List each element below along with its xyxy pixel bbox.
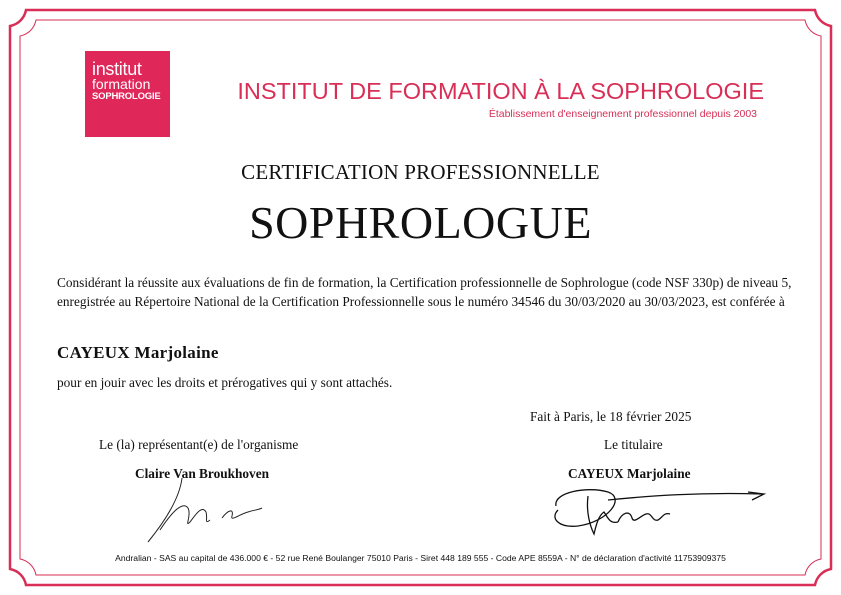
place-date: Fait à Paris, le 18 février 2025: [530, 409, 692, 424]
certificate-body: Considérant la réussite aux évaluations de fin de formation, la Certification professionnelle de Sophrologue (code NSF 330p) de niveau 5, enregistrée au Répertoire National de la Certification Professionnelle sous le numéro 34546 du 30/03/2020 au 30/03/2023, est conférée à: [57, 275, 792, 309]
institute-name: INSTITUT DE FORMATION À LA SOPHROLOGIE: [237, 78, 764, 104]
representative-signature: [140, 470, 270, 550]
holder-signature: [548, 482, 778, 542]
representative-name: Claire Van Broukhoven: [135, 466, 269, 481]
certificate-title: SOPHROLOGUE: [249, 197, 592, 248]
logo-line-3: SOPHROLOGIE: [92, 91, 161, 102]
institute-logo: [85, 51, 170, 137]
holder-name: CAYEUX Marjolaine: [57, 343, 219, 362]
logo-line-2: formation: [92, 76, 151, 92]
logo-line-1: institut: [92, 59, 142, 79]
certificate-label: CERTIFICATION PROFESSIONNELLE: [241, 160, 600, 184]
rights-text: pour en jouir avec les droits et prérogatives qui y sont attachés.: [57, 375, 393, 390]
institute-tagline: Établissement d'enseignement professionnel depuis 2003: [488, 108, 757, 120]
holder-label: Le titulaire: [604, 437, 663, 452]
legal-footer: Andralian - SAS au capital de 436.000 € - 52 rue René Boulanger 75010 Paris - Siret 448 189 555 - Code APE 8559A - N° de déclaration d'activité 11753909375: [115, 553, 726, 563]
representative-label: Le (la) représentant(e) de l'organisme: [99, 437, 299, 452]
holder-signature-name: CAYEUX Marjolaine: [568, 466, 691, 481]
